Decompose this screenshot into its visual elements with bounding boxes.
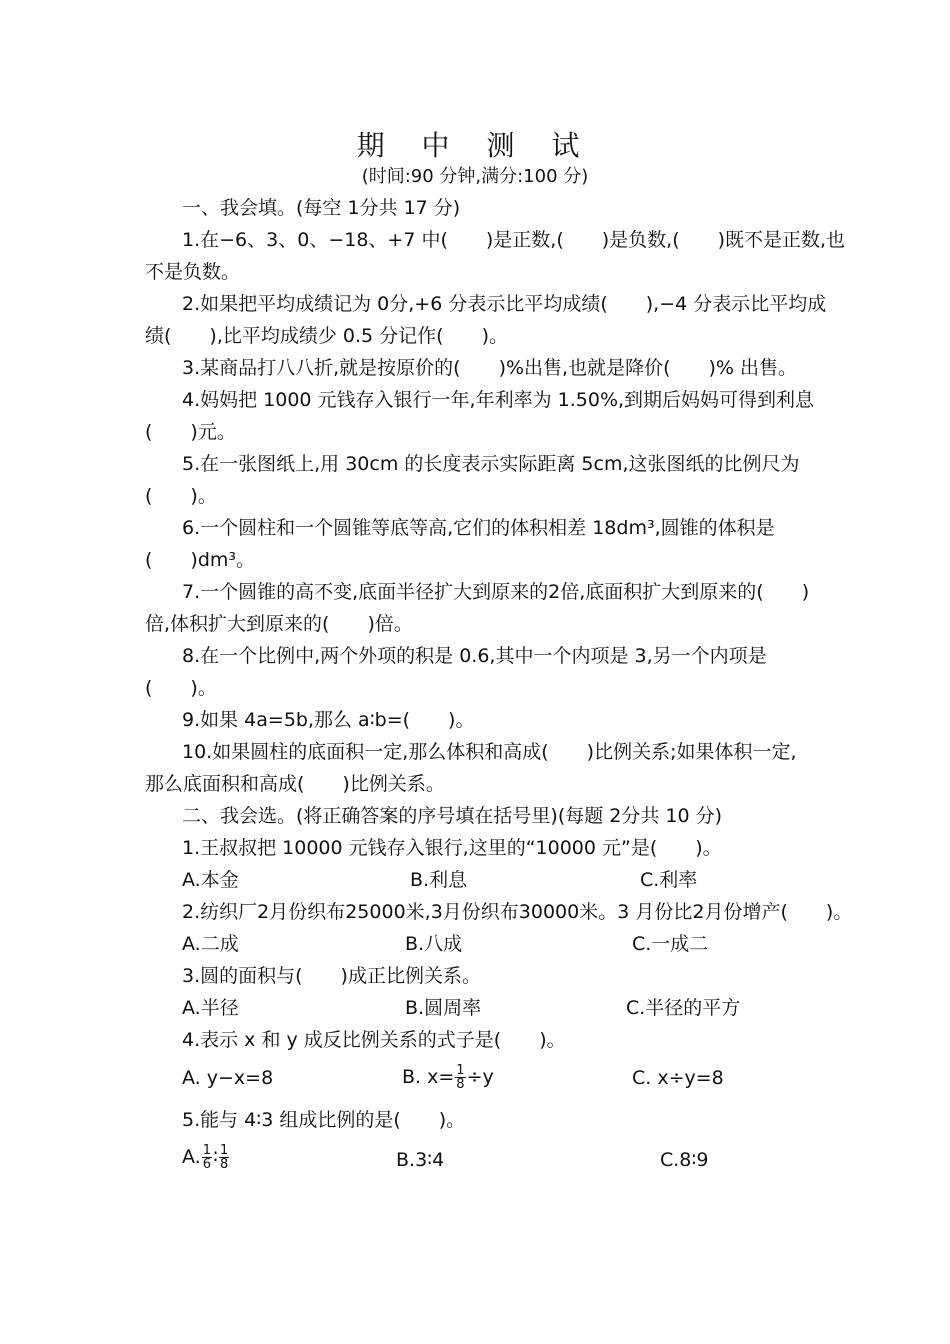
question-line: ( )。 xyxy=(145,485,217,507)
question-line: 2.如果把平均成绩记为 0分,+6 分表示比平均成绩( ),−4 分表示比平均成 xyxy=(182,293,827,315)
option-c: C.一成二 xyxy=(632,933,709,955)
option-c: C.利率 xyxy=(640,869,698,891)
question-line: ( )dm³。 xyxy=(145,549,256,571)
page-title: 期 中 测 试 xyxy=(356,129,594,162)
fraction-numerator: 1 xyxy=(219,1143,229,1158)
question-stem: 5.能与 4∶3 组成比例的是( )。 xyxy=(182,1109,466,1131)
option-a-prefix: A. xyxy=(182,1146,201,1168)
option-b: B.3∶4 xyxy=(396,1149,445,1171)
question-line: 10.如果圆柱的底面积一定,那么体积和高成( )比例关系;如果体积一定, xyxy=(182,741,797,763)
question-line: 1.在−6、3、0、−18、+7 中( )是正数,( )是负数,( )既不是正数,也 xyxy=(182,229,846,251)
option-b xyxy=(402,1064,494,1091)
question-stem: 3.圆的面积与( )成正比例关系。 xyxy=(182,965,481,987)
question-line: 7.一个圆锥的高不变,底面半径扩大到原来的2倍,底面积扩大到原来的( ) xyxy=(182,581,810,603)
section-heading-fill: 一、我会填。(每空 1分共 17 分) xyxy=(182,197,461,219)
section-heading-choice: 二、我会选。(将正确答案的序号填在括号里)(每题 2分共 10 分) xyxy=(182,805,723,827)
ratio-sign: ∶ xyxy=(212,1146,218,1168)
option-b: B.利息 xyxy=(410,869,468,891)
option-c: C. x÷y=8 xyxy=(632,1067,724,1089)
fraction xyxy=(455,1064,465,1091)
question-line: 3.某商品打八八折,就是按原价的( )%出售,也就是降价( )% 出售。 xyxy=(182,357,798,379)
question-line: 6.一个圆柱和一个圆锥等底等高,它们的体积相差 18dm³,圆锥的体积是 xyxy=(182,517,775,539)
fraction-numerator: 1 xyxy=(456,1063,465,1078)
fraction xyxy=(202,1144,212,1171)
option-a: A.二成 xyxy=(182,933,239,955)
question-stem: 1.王叔叔把 10000 元钱存入银行,这里的“10000 元”是( )。 xyxy=(182,837,722,859)
question-line: ( )元。 xyxy=(145,421,236,443)
fraction xyxy=(219,1144,229,1171)
option-a xyxy=(182,1144,230,1171)
question-line: 不是负数。 xyxy=(145,261,241,283)
question-line: 9.如果 4a=5b,那么 a∶b=( )。 xyxy=(182,709,475,731)
option-c: C.8∶9 xyxy=(660,1149,709,1171)
question-line: 4.妈妈把 1000 元钱存入银行一年,年利率为 1.50%,到期后妈妈可得到利息 xyxy=(182,389,815,411)
exam-info: (时间:90 分钟,满分:100 分) xyxy=(361,166,589,187)
fraction-denominator: 8 xyxy=(219,1157,229,1172)
question-line: ( )。 xyxy=(145,677,217,699)
question-line: 5.在一张图纸上,用 30cm 的长度表示实际距离 5cm,这张图纸的比例尺为 xyxy=(182,453,800,475)
option-b-prefix: B. x= xyxy=(402,1066,455,1088)
fraction-numerator: 1 xyxy=(202,1143,211,1158)
option-a: A. y−x=8 xyxy=(182,1067,274,1089)
question-line: 倍,体积扩大到原来的( )倍。 xyxy=(145,613,413,635)
question-stem: 2.纺织厂2月份织布25000米,3月份织布30000米。3 月份比2月份增产( )。 xyxy=(182,901,853,923)
option-b-suffix: ÷y xyxy=(466,1066,494,1088)
question-line: 8.在一个比例中,两个外项的积是 0.6,其中一个内项是 3,另一个内项是 xyxy=(182,645,767,667)
question-line: 绩( ),比平均成绩少 0.5 分记作( )。 xyxy=(145,325,508,347)
fraction-denominator: 8 xyxy=(456,1077,465,1092)
option-b: B.八成 xyxy=(405,933,463,955)
option-a: A.本金 xyxy=(182,869,239,891)
fraction-denominator: 6 xyxy=(202,1157,211,1172)
option-a: A.半径 xyxy=(182,997,239,1019)
question-stem: 4.表示 x 和 y 成反比例关系的式子是( )。 xyxy=(182,1029,566,1051)
option-b: B.圆周率 xyxy=(405,997,482,1019)
option-c: C.半径的平方 xyxy=(626,997,741,1019)
question-line: 那么底面积和高成( )比例关系。 xyxy=(145,773,445,795)
